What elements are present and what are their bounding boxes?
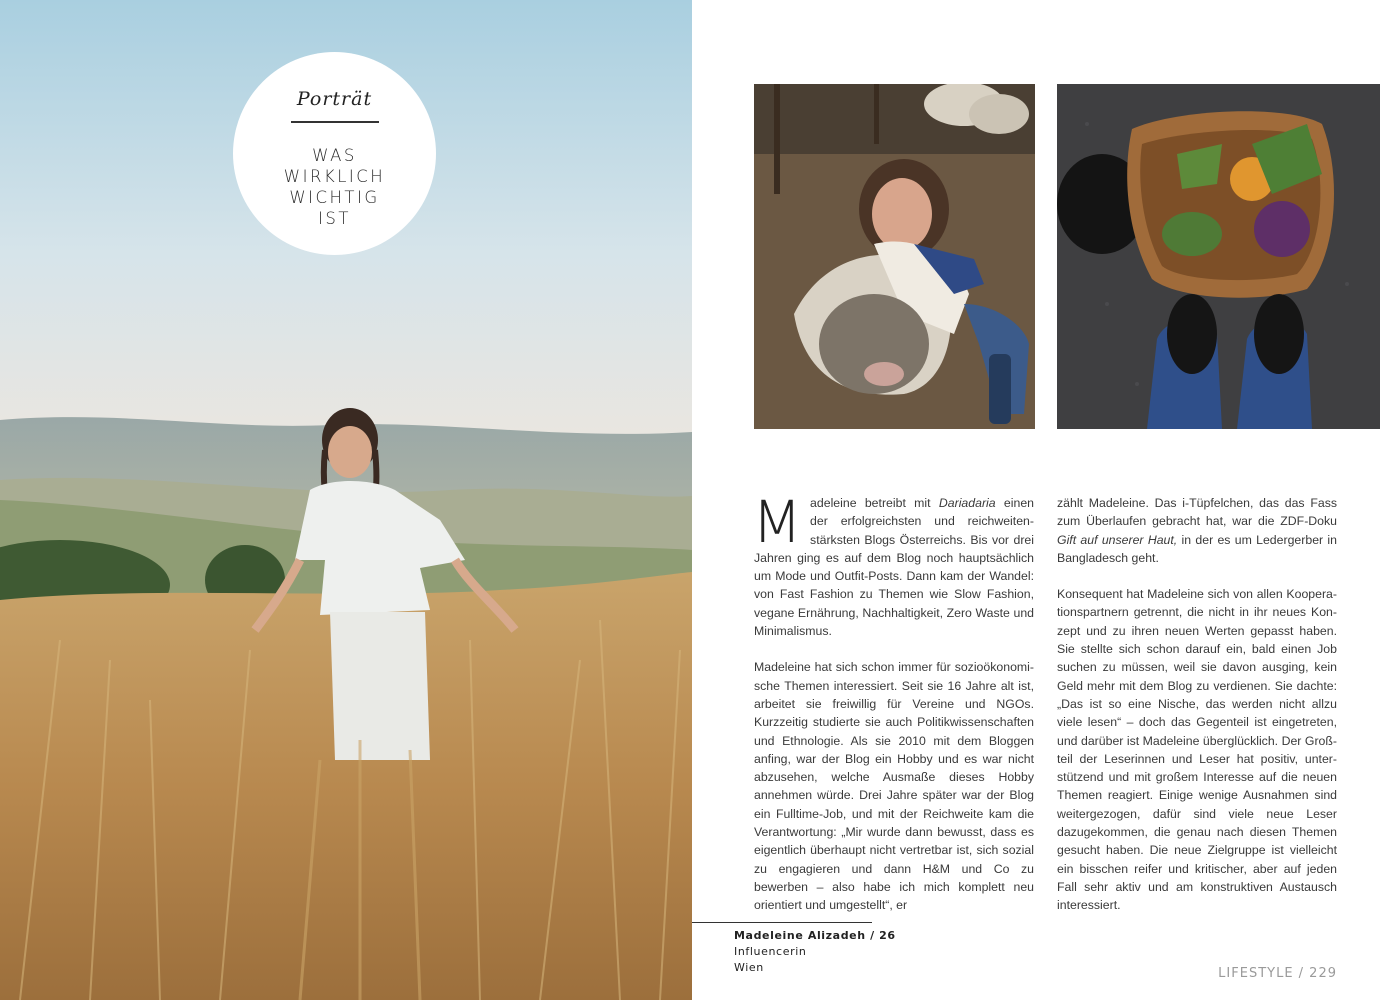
vegetable-basket-and-boots-photo [1057, 84, 1380, 429]
paragraph-text: in der es um Ledergerber in Bangladesch geht. [1057, 532, 1338, 565]
paragraph [752, 488, 1035, 640]
headline-line: WICHTIG [289, 188, 380, 207]
drop-cap: M [752, 488, 803, 556]
credit-name: Madeleine Alizadeh / 26 [734, 929, 896, 942]
credit-city: Wien [734, 961, 764, 974]
article-headline [233, 145, 436, 229]
headline-line: IST [318, 209, 351, 228]
headline-line: WIRKLICH [283, 167, 386, 186]
headline-line: WAS [312, 146, 357, 165]
credit-role: Influencerin [734, 945, 807, 958]
paragraph-text: adeleine betreibt mit [810, 496, 939, 510]
blog-name: Dariadaria [938, 496, 996, 510]
credit-divider [692, 922, 872, 923]
section-kicker: Porträt [296, 88, 373, 110]
paragraph [1057, 494, 1337, 567]
photo-credit [734, 928, 896, 976]
documentary-title: Gift auf unserer Haut, [1057, 532, 1178, 547]
article-badge [233, 52, 436, 255]
page-folio: LIFESTYLE / 229 [1218, 966, 1337, 981]
paragraph: Madeleine hat sich schon immer für sozioökonomische Themen interessiert. Seit sie 16 Jahre alt ist, arbeitet sie freiwillig für Vereine und NGOs. Kurzzeitig studierte sie auch Politikwissenschaften und Ethnologie. Als sie 2010 mit dem Bloggen anfing, war der Blog ein Hobby und es war nicht abzusehen, welche Ausmaße dieses Hobby annehmen würde. Drei Jahre später war der Blog ein Fulltime-Job, und mit der Reichweite kam die Verantwortung: „Mir wurde dann bewusst, dass es eigentlich überhaupt nicht vertretbar ist, sich sozial zu engagieren und dann H&M und Co zu bewerben – also habe ich mich komplett neu orientiert und umgestellt“, er [754, 660, 1034, 913]
article-column-1 [752, 488, 1035, 933]
article-column-2 [1057, 494, 1337, 933]
paragraph-text: einen der erfolgreichsten und reichweitenstärksten Blogs Österreichs. Bis vor drei Jahren ging es auf dem Blog noch hauptsächlich um Mode und Outfit-Posts. Dann kam der Wandel: von Fast Fashion zu Themen wie Slow Fashion, vegane Ernährung, Nachhaltigkeit, Zero Waste und Minimalismus. [754, 496, 1035, 639]
paragraph-text: zählt Madeleine. Das i-Tüpfelchen, das das Fass zum Überlaufen gebracht hat, war die ZDF-Doku [1057, 496, 1337, 529]
badge-divider [291, 121, 379, 123]
paragraph: Konsequent hat Madeleine sich von allen Kooperationspartnern getrennt, die nicht in ihr neues Konzept und zu ihren neuen Werten gepasst haben. Sie stellte sich schon darauf ein, bald einen Job suchen zu müssen, weil sie davon ausging, kein Geld mehr mit dem Blog zu verdienen. Sie dachte: „Das ist so eine Nische, das werden nicht allzu viele lesen“ – doch das Gegenteil ist eingetreten, und darüber ist Madeleine überglücklich. Der Großteil der Leserinnen und Leser hat positiv, unterstützend und mit großem Interesse auf die neuen Themen reagiert. Einige wenige Ausnahmen sind weitergezogen, dafür sind viele neue Leser dazugekommen, die genau nach diesen Themen gesucht haben. Die neue Zielgruppe ist vielleicht ein bisschen reifer und kritischer, aber auf jeden Fall sehr aktiv und am konstruktiven Austausch interessiert. [1057, 587, 1337, 913]
woman-with-pig-photo [754, 84, 1035, 429]
